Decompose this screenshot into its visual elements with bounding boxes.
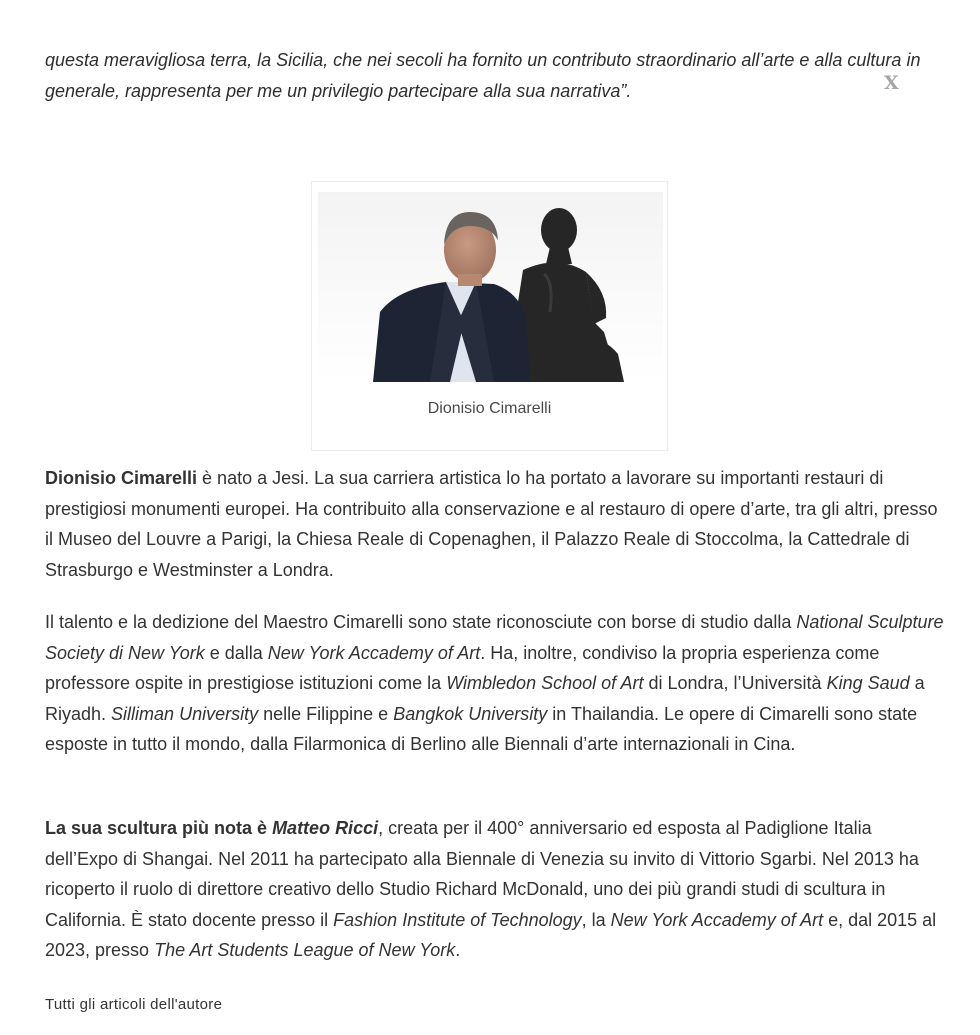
bio-paragraph-3: La sua scultura più nota è Matteo Ricci, creata per il 400° anniversario ed esposta al Padiglione Italia dell’Expo di Shangai. Nel 2011 ha partecipato alla Biennale di Venezia su invito di Vittorio Sgarbi. Nel 2013 ha ricoperto il ruolo di direttore creativo dello Studio Richard McDonald, uno dei più grandi studi di scultura in California. È stato docente presso il Fashion Institute of Technology, la New York Accademy of Art e, dal 2015 al 2023, presso The Art Students League of New York. — [45, 818, 937, 961]
article-figure — [311, 181, 668, 451]
bio-paragraph-1: Dionisio Cimarelli è nato a Jesi. La sua carriera artistica lo ha portato a lavorare su importanti restauri di prestigiosi monumenti europei. Ha contribuito alla conservazione e al restauro di opere d’arte, tra gli altri, presso il Museo del Louvre a Parigi, la Chiesa Reale di Copenaghen, il Palazzo Reale di Stoccolma, la Cattedrale di Strasburgo e Westminster a Londra. — [45, 468, 938, 580]
artist-name: Dionisio Cimarelli — [45, 468, 198, 488]
author-articles-link[interactable]: Tutti gli articoli dell'autore — [45, 996, 223, 1013]
figure-caption: Dionisio Cimarelli — [427, 400, 552, 417]
article-quote: questa meravigliosa terra, la Sicilia, che nei secoli ha fornito un contributo straordinario all’arte e alla cultura in generale, rappresenta per me un privilegio partecipare alla sua narrativa”. — [45, 50, 921, 101]
close-icon[interactable]: X — [884, 72, 899, 94]
artist-photo — [318, 192, 663, 382]
bio-paragraph-2: Il talento e la dedizione del Maestro Cimarelli sono state riconosciute con borse di studio dalla National Sculpture Society di New York e dalla New York Accademy of Art. Ha, inoltre, condiviso la propria esperienza come professore ospite in prestigiose istituzioni come la Wimbledon School of Art di Londra, l’Università King Saud a Riyadh. Silliman University nelle Filippine e Bangkok University in Thailandia. Le opere di Cimarelli sono state esposte in tutto il mondo, dalla Filarmonica di Berlino alle Biennali d’arte internazionali in Cina. — [45, 612, 944, 755]
